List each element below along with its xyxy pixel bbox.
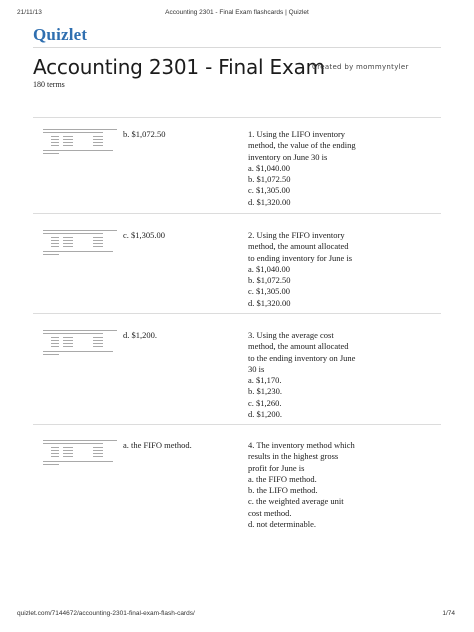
thumbnail-text-line [93,337,103,338]
question-line: d. not determinable. [248,519,316,530]
thumbnail-text-line [93,139,103,140]
question-line: b. the LIFO method. [248,485,318,496]
card-question [248,440,438,530]
thumbnail-text-line [93,246,103,247]
question-line: 4. The inventory method which [248,440,355,450]
thumbnail-text-line [93,136,103,137]
question-line: c. $1,305.00 [248,185,291,196]
thumbnail-text-line [63,237,73,238]
question-line: 30 is [248,363,265,374]
page-url: quizlet.com/7144672/accounting-2301-final-exam-flash-cards/ [17,610,195,617]
card-question [248,230,438,309]
question-line: cost method. [248,507,292,518]
question-line: c. $1,260. [248,397,282,408]
question-line: d. $1,320.00 [248,297,291,308]
thumbnail-text-line [43,440,117,441]
thumbnail-text-line [63,243,73,244]
thumbnail-text-line [43,464,59,465]
thumbnail-text-line [51,243,59,244]
question-line: b. $1,230. [248,386,282,397]
thumbnail-text-line [93,142,103,143]
card-question [248,129,438,208]
thumbnail-text-line [43,230,117,231]
thumbnail-text-line [63,240,73,241]
question-line: method, the amount allocated [248,241,349,252]
thumbnail-text-line [51,145,59,146]
thumbnail-text-line [93,453,103,454]
print-date: 21/11/13 [17,9,42,16]
question-line: b. $1,072.50 [248,275,291,286]
thumbnail-text-line [63,456,73,457]
thumbnail-text-line [63,337,73,338]
thumbnail-text-line [43,443,103,444]
question-image-thumbnail [43,230,117,264]
question-line: method, the value of the ending [248,140,356,151]
question-image-thumbnail [43,440,117,474]
card-answer: c. $1,305.00 [123,230,166,240]
thumbnail-text-line [63,447,73,448]
question-line: inventory on June 30 is [248,151,328,162]
thumbnail-text-line [93,145,103,146]
thumbnail-text-line [63,343,73,344]
thumbnail-text-line [93,450,103,451]
thumbnail-text-line [43,129,117,130]
thumbnail-text-line [43,254,59,255]
thumbnail-text-line [43,153,59,154]
question-line: a. $1,040.00 [248,263,291,274]
question-line: to ending inventory for June is [248,252,353,263]
thumbnail-text-line [63,136,73,137]
thumbnail-text-line [43,461,113,462]
question-line: to the ending inventory on June [248,352,356,363]
thumbnail-text-line [93,243,103,244]
question-line: results in the highest gross [248,451,339,462]
thumbnail-text-line [43,351,113,352]
thumbnail-text-line [51,340,59,341]
question-line: d. $1,200. [248,409,282,420]
card-answer: d. $1,200. [123,330,157,340]
thumbnail-text-line [63,246,73,247]
thumbnail-text-line [51,136,59,137]
thumbnail-text-line [51,456,59,457]
page-number: 1/74 [442,610,455,617]
thumbnail-text-line [43,251,113,252]
question-line: profit for June is [248,462,305,473]
thumbnail-text-line [43,233,103,234]
question-line: a. the FIFO method. [248,473,317,484]
set-title: Accounting 2301 - Final Exam [33,55,325,79]
print-header [13,9,461,21]
header-divider [33,47,441,48]
card-divider [33,424,441,425]
thumbnail-text-line [51,346,59,347]
question-line: a. $1,040.00 [248,162,291,173]
quizlet-logo[interactable]: Quizlet [33,25,88,44]
question-image-thumbnail [43,330,117,364]
thumbnail-text-line [51,246,59,247]
question-line: c. the weighted average unit [248,496,344,507]
question-line: c. $1,305.00 [248,286,291,297]
thumbnail-text-line [93,456,103,457]
thumbnail-text-line [63,142,73,143]
thumbnail-text-line [93,447,103,448]
thumbnail-text-line [43,330,117,331]
thumbnail-text-line [63,450,73,451]
thumbnail-text-line [63,139,73,140]
thumbnail-text-line [63,145,73,146]
thumbnail-text-line [93,240,103,241]
set-creator[interactable]: Created by mommyntyler [312,63,409,71]
thumbnail-text-line [51,139,59,140]
print-doc-title: Accounting 2301 - Final Exam flashcards | Quizlet [165,9,309,16]
question-line: b. $1,072.50 [248,174,291,185]
thumbnail-text-line [43,333,103,334]
thumbnail-text-line [51,237,59,238]
thumbnail-text-line [51,453,59,454]
thumbnail-text-line [63,340,73,341]
question-line: 3. Using the average cost [248,330,334,340]
card-answer: b. $1,072.50 [123,129,166,139]
thumbnail-text-line [51,337,59,338]
question-line: method, the amount allocated [248,341,349,352]
thumbnail-text-line [93,346,103,347]
card-answer: a. the FIFO method. [123,440,192,450]
question-line: 1. Using the LIFO inventory [248,129,346,139]
thumbnail-text-line [51,450,59,451]
thumbnail-text-line [93,237,103,238]
card-divider [33,213,441,214]
card-divider [33,313,441,314]
term-count: 180 terms [33,80,65,89]
thumbnail-text-line [63,453,73,454]
thumbnail-text-line [51,142,59,143]
question-line: a. $1,170. [248,375,282,386]
thumbnail-text-line [51,343,59,344]
thumbnail-text-line [51,447,59,448]
thumbnail-text-line [43,354,59,355]
card-question [248,330,438,420]
thumbnail-text-line [43,132,103,133]
card-divider [33,117,441,118]
thumbnail-text-line [63,346,73,347]
thumbnail-text-line [43,150,113,151]
question-line: 2. Using the FIFO inventory [248,230,345,240]
thumbnail-text-line [93,340,103,341]
thumbnail-text-line [51,240,59,241]
thumbnail-text-line [93,343,103,344]
question-line: d. $1,320.00 [248,196,291,207]
question-image-thumbnail [43,129,117,163]
